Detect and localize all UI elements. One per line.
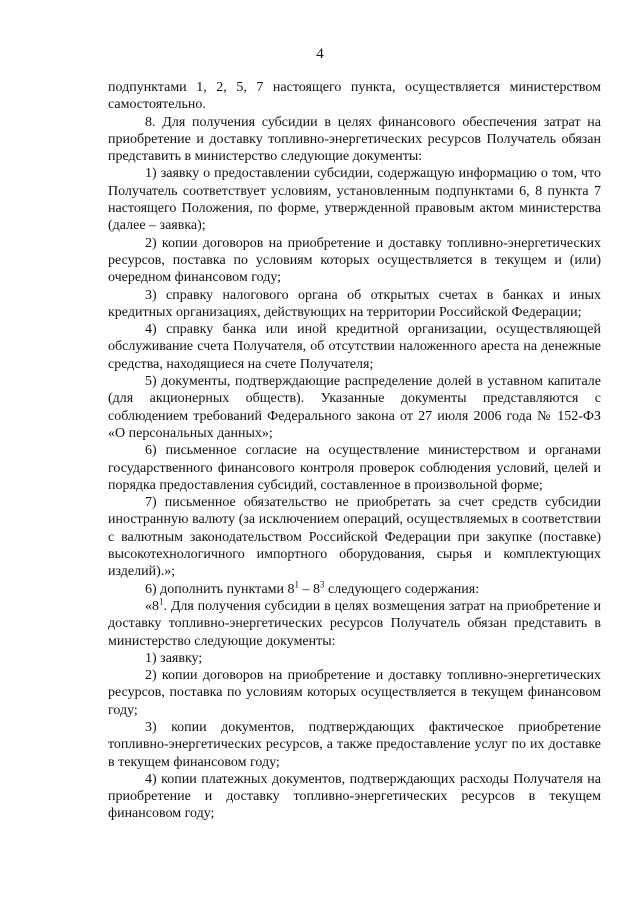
item-8-1-superscript: 1 (159, 596, 164, 607)
document-body (108, 79, 601, 823)
paragraph-subitem-2: 2) копии договоров на приобретение и доставку топливно-энергетических ресурсов, поставка по условиям которых осуществляется в текущем и (или) очередном финансовом году; (108, 235, 601, 286)
paragraph-item-8: 8. Для получения субсидии в целях финансового обеспечения затрат на приобретение и доставку топливно-энергетических ресурсов Получатель обязан представить в министерство следующие документы: (108, 114, 601, 165)
amendment-text-after: следующего содержания: (324, 581, 480, 597)
paragraph-continuation: подпунктами 1, 2, 5, 7 настоящего пункта, осуществляется министерством самостоятельно. (108, 80, 601, 113)
paragraph-subitem-5: 5) документы, подтверждающие распределение долей в уставном капитале (для акционерных обществ). Указанные документы представляются с соблюдением требований Федерального закона от 27 июля 2006 года № 152-ФЗ «О персональных данных»; (108, 374, 601, 441)
paragraph-8-1-subitem-2: 2) копии договоров на приобретение и доставку топливно-энергетических ресурсов, поставка по условиям которых осуществляется в текущем финансовом году; (108, 668, 601, 718)
item-8-1-number: «8 (145, 598, 159, 614)
paragraph-subitem-3: 3) справку налогового органа об открытых счетах в банках и иных кредитных организациях, действующих на территории Российской Федерации; (108, 287, 601, 320)
paragraph-subitem-7: 7) письменное обязательство не приобретать за счет средств субсидии иностранную валюту (за исключением операций, осуществляемых в соответствии с валютным законодательством Российской Федерации при закупке (поставке) высокотехнологичного импортного оборудования, сырья и комплектующих изделий).»; (108, 495, 601, 580)
paragraph-subitem-6: 6) письменное согласие на осуществление министерством и органами государственного финансового контроля проверок соблюдения условий, целей и порядка предоставления субсидий, составленное в произвольной форме; (108, 443, 601, 493)
paragraph-8-1-subitem-3: 3) копии документов, подтверждающих фактическое приобретение топливно-энергетических ресурсов, а также предоставление услуг по их доставке в текущем финансовом году; (108, 719, 601, 770)
paragraph-subitem-4: 4) справку банка или иной кредитной организации, осуществляющей обслуживание счета Получателя, об отсутствии наложенного ареста на денежные средства, находящиеся на счете Получателя; (108, 322, 601, 372)
superscript-3: 3 (320, 578, 325, 589)
paragraph-subitem-1: 1) заявку о предоставлении субсидии, содержащую информацию о том, что Получатель соответствует условиям, установленным подпунктами 6, 8 пункта 7 настоящего Положения, по форме, утвержденной правовым актом министерства (далее – заявка); (108, 166, 601, 234)
paragraph-item-8-1 (108, 598, 601, 650)
item-8-1-text: . Для получения субсидии в целях возмещения затрат на приобретение и доставку топливно-энергетических ресурсов Получатель обязан представить в министерство следующие документы: (108, 598, 601, 649)
amendment-text-middle: – 8 (299, 581, 321, 597)
amendment-text-before: 6) дополнить пунктами 8 (145, 581, 295, 597)
paragraph-8-1-subitem-1: 1) заявку; (145, 650, 203, 666)
page-number: 4 (316, 46, 324, 62)
paragraph-8-1-subitem-4: 4) копии платежных документов, подтверждающих расходы Получателя на приобретение и доставку топливно-энергетических ресурсов в текущем финансовом году; (108, 771, 601, 822)
paragraph-amendment-6 (108, 578, 601, 598)
superscript-1: 1 (294, 578, 300, 589)
